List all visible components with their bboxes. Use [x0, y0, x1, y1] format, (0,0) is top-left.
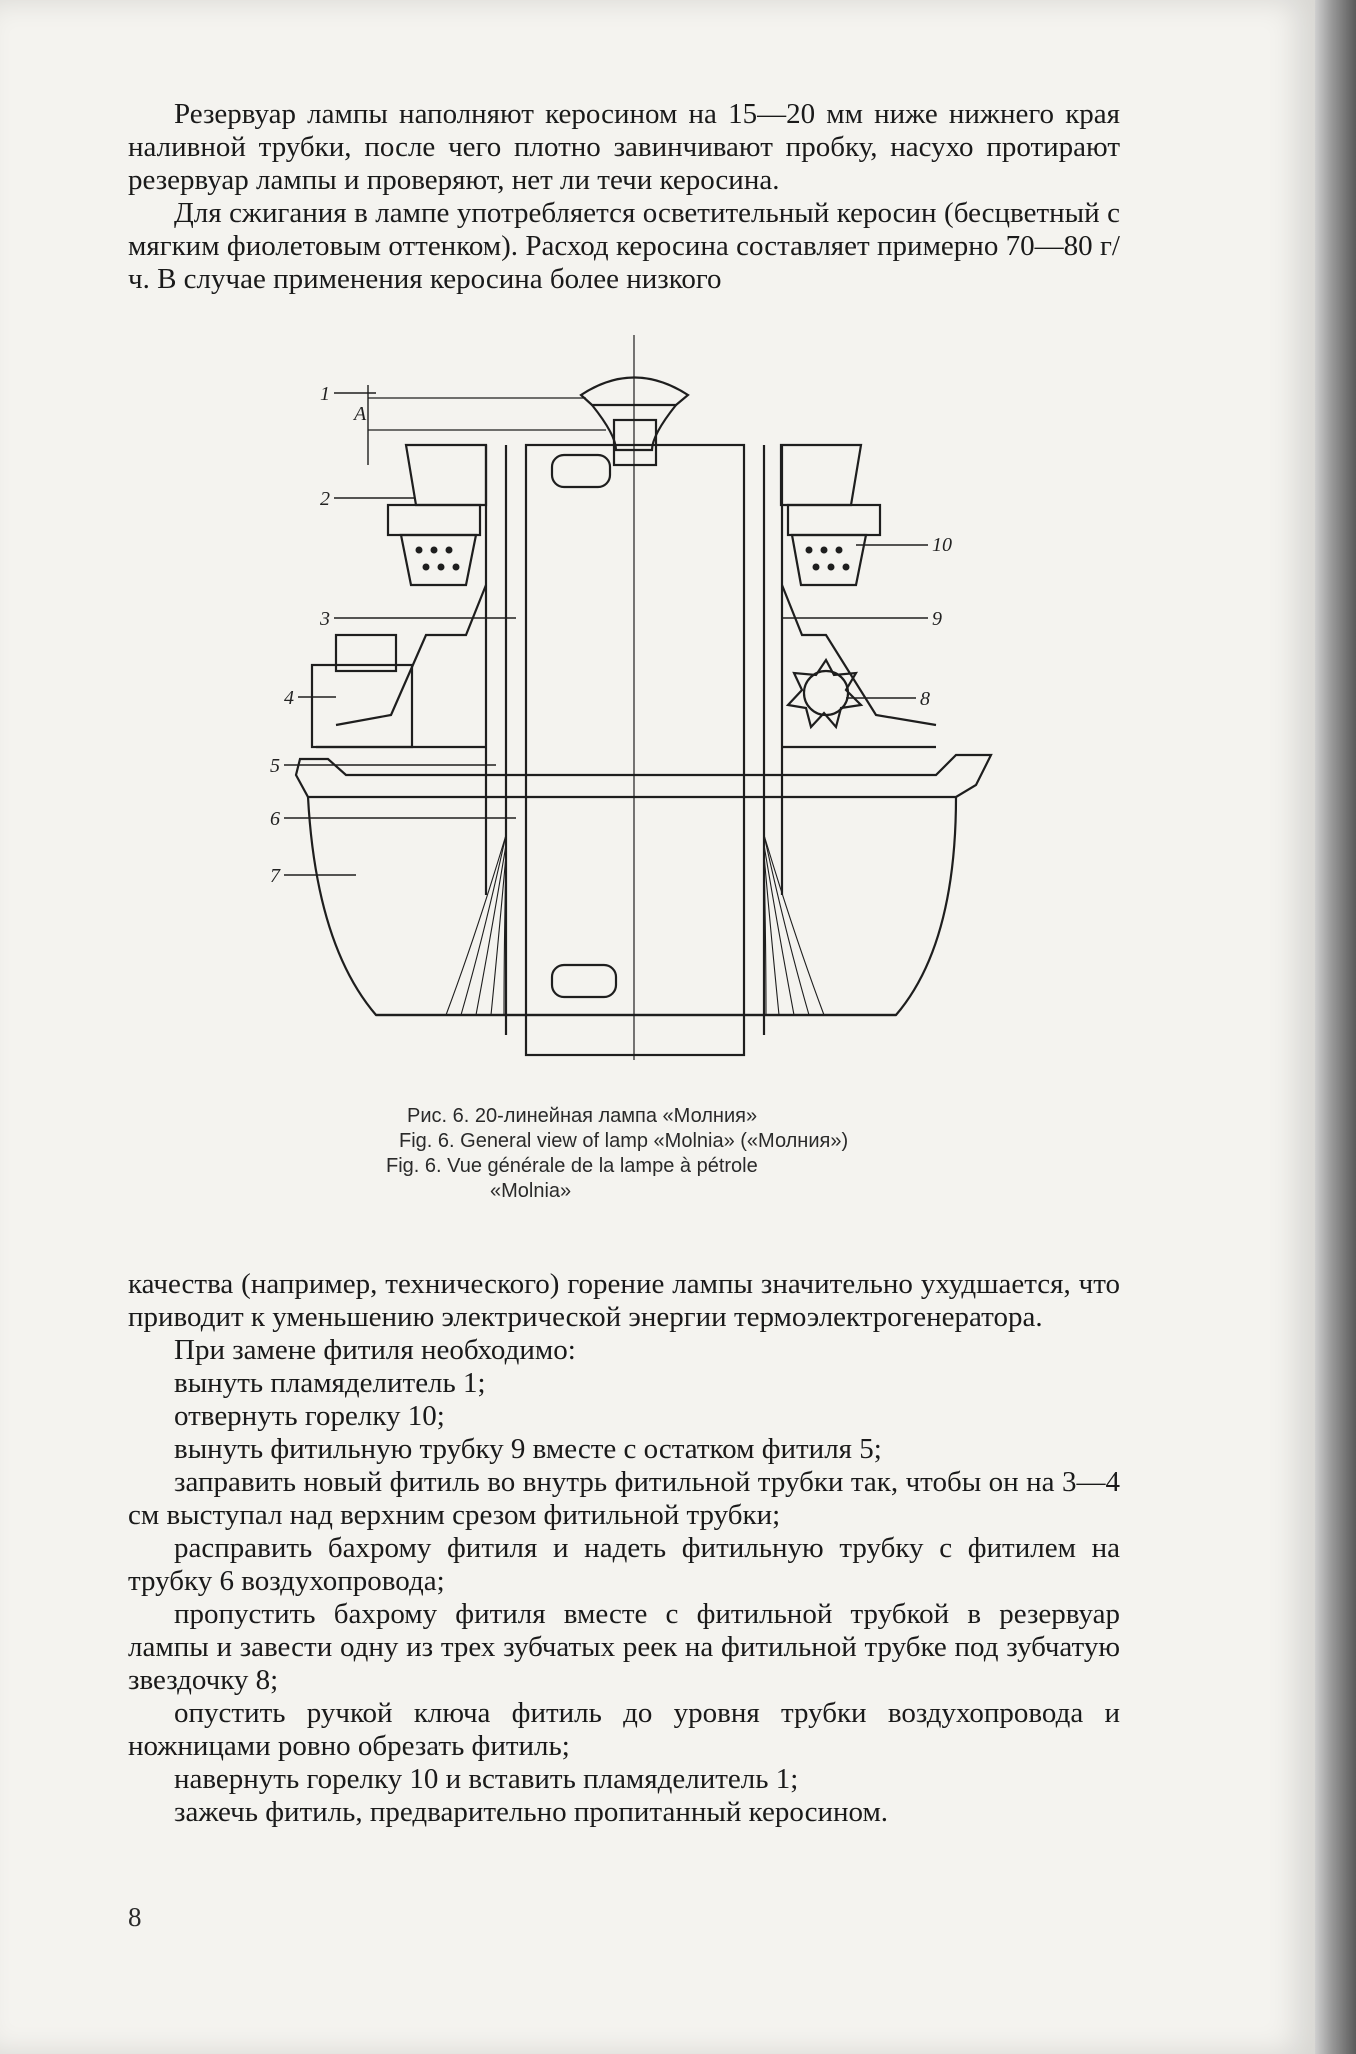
text-top	[128, 98, 1120, 296]
lamp-diagram	[270, 335, 976, 1060]
page-number: 8	[128, 1902, 142, 1932]
callout-4: 4	[284, 687, 294, 709]
callout-1: 1	[320, 383, 330, 405]
caption-french: Fig. 6. Vue générale de la lampe à pétrole	[386, 1155, 758, 1177]
callout-6: 6	[270, 808, 280, 830]
paragraph: Резервуар лампы наполняют керосином на 15—20 мм ниже нижнего края наливной трубки, после чего плотно завинчивают пробку, насухо протирают резервуар лампы и проверяют, нет ли течи керосина.	[128, 98, 1120, 196]
list-item: расправить бахрому фитиля и надеть фитильную трубку с фитилем на трубку 6 воздухопровода;	[128, 1532, 1120, 1597]
paragraph: При замене фитиля необходимо:	[174, 1334, 576, 1366]
lamp-diagram-svg	[270, 335, 976, 1060]
callout-10: 10	[932, 534, 952, 556]
list-item: пропустить бахрому фитиля вместе с фитильной трубкой в резервуар лампы и завести одну из трех зубчатых реек на фитильной трубке под зубчатую звездочку 8;	[128, 1598, 1120, 1696]
callout-2: 2	[320, 488, 330, 510]
list-item: отвернуть горелку 10;	[174, 1400, 445, 1432]
list-item: зажечь фитиль, предварительно пропитанный керосином.	[174, 1796, 889, 1828]
paragraph: качества (например, технического) горение лампы значительно ухудшается, что приводит к уменьшению электрической энергии термоэлектрогенератора.	[128, 1268, 1120, 1333]
text-bottom	[128, 1268, 1120, 1829]
list-item: опустить ручкой ключа фитиль до уровня трубки воздухопровода и ножницами ровно обрезать фитиль;	[128, 1697, 1120, 1762]
callout-8: 8	[920, 688, 930, 710]
caption-russian: Рис. 6. 20-линейная лампа «Молния»	[407, 1105, 758, 1127]
callout-3: 3	[320, 608, 330, 630]
figure-caption	[300, 1104, 1000, 1204]
caption-french-title: «Molnia»	[490, 1180, 572, 1202]
callout-9: 9	[932, 608, 942, 630]
dimension-label: A	[354, 403, 367, 425]
list-item: навернуть горелку 10 и вставить пламяделитель 1;	[174, 1763, 799, 1795]
caption-english: Fig. 6. General view of lamp «Molnia» («Молния»)	[399, 1130, 849, 1152]
paragraph: Для сжигания в лампе употребляется осветительный керосин (бесцветный с мягким фиолетовым оттенком). Расход керосина составляет примерно 70—80 г/ч. В случае применения керосина более низкого	[128, 197, 1120, 295]
callout-5: 5	[270, 755, 280, 777]
list-item: заправить новый фитиль во внутрь фитильной трубки так, чтобы он на 3—4 см выступал над верхним срезом фитильной трубки;	[128, 1466, 1120, 1531]
list-item: вынуть фитильную трубку 9 вместе с остатком фитиля 5;	[174, 1433, 882, 1465]
page-edge	[1315, 0, 1356, 2054]
callout-7: 7	[270, 865, 280, 887]
list-item: вынуть пламяделитель 1;	[174, 1367, 486, 1399]
